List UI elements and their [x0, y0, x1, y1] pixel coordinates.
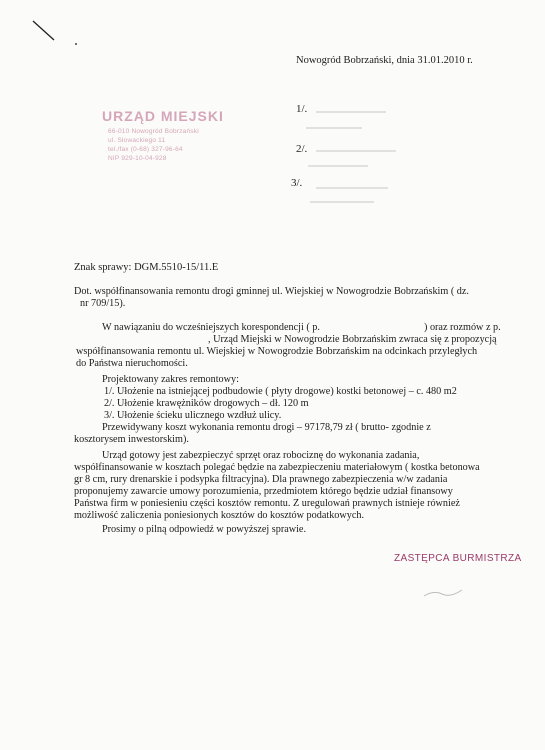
body-line: Urząd gotowy jest zabezpieczyć sprzęt oraz robociznę do wykonania zadania,: [102, 450, 420, 461]
body-line: Państwa firm w poniesieniu części kosztów remontu. Z uregulowań prawnych istnieje również: [74, 498, 460, 509]
office-stamp: [98, 108, 238, 178]
body-line: Przewidywany koszt wykonania remontu drogi – 97178,79 zł ( brutto- zgodnie z: [102, 422, 431, 433]
body-line: Prosimy o pilną odpowiedź w powyższej sprawie.: [102, 524, 306, 535]
subject-line: nr 709/15).: [80, 298, 126, 309]
pen-stroke-mark: [30, 18, 90, 48]
subject-line: Dot. współfinansowania remontu drogi gminnej ul. Wiejskiej w Nowogrodzie Bobrzańskim ( dz.: [74, 286, 469, 297]
recipient-number: 1/.: [296, 103, 308, 115]
body-line: Projektowany zakres remontowy:: [102, 374, 239, 385]
stamp-line: NIP 929-10-04-928: [108, 155, 167, 162]
body-line: współfinansowania remontu ul. Wiejskiej w Nowogrodzie Bobrzańskim na odcinkach przyległych: [76, 346, 478, 357]
body-line: , Urząd Miejski w Nowogrodzie Bobrzańskim zwraca się z propozycją: [208, 334, 497, 345]
recipient-number: 2/.: [296, 143, 308, 155]
body-line: współfinansowanie w kosztach polegać będzie na zabezpieczeniu materiałowym ( kostka betonowa: [74, 462, 480, 473]
body-line: możliwość zaliczenia poniesionych kosztów do kosztów podatkowych.: [74, 510, 364, 521]
body-line: gr 8 cm, rury drenarskie i podsypka filtracyjna). Dla prawnego zabezpieczenia w/w zadania: [74, 474, 448, 485]
body-line: 1/. Ułożenie na istniejącej podbudowie ( płyty drogowe) kostki betonowej – c. 480 m2: [104, 386, 457, 397]
letter-date: Nowogród Bobrzański, dnia 31.01.2010 r.: [296, 55, 473, 66]
body-line: do Państwa nieruchomości.: [76, 358, 188, 369]
stamp-line: tel./fax (0-68) 327-96-64: [108, 146, 183, 153]
body-line: ) oraz rozmów z p.: [424, 322, 501, 333]
signature-title: ZASTĘPCA BURMISTRZA: [394, 553, 522, 564]
stamp-title: URZĄD MIEJSKI: [102, 108, 224, 124]
signature-mark: [420, 566, 480, 606]
stamp-line: ul. Słowackiego 11: [108, 137, 166, 144]
body-line: kosztorysem inwestorskim).: [74, 434, 189, 445]
body-line: proponujemy zawarcie umowy porozumienia, przedmiotem którego będzie udział finansowy: [74, 486, 453, 497]
body-line: 2/. Ułożenie krawężników drogowych – dł. 120 m: [104, 398, 309, 409]
stamp-line: 66-010 Nowogród Bobrzański: [108, 128, 199, 135]
case-reference: Znak sprawy: DGM.5510-15/11.E: [74, 262, 219, 273]
recipient-number: 3/.: [291, 177, 303, 189]
body-line: 3/. Ułożenie ścieku ulicznego wzdłuż ulicy.: [104, 410, 282, 421]
body-line: W nawiązaniu do wcześniejszych korespondencji ( p.: [102, 322, 320, 333]
